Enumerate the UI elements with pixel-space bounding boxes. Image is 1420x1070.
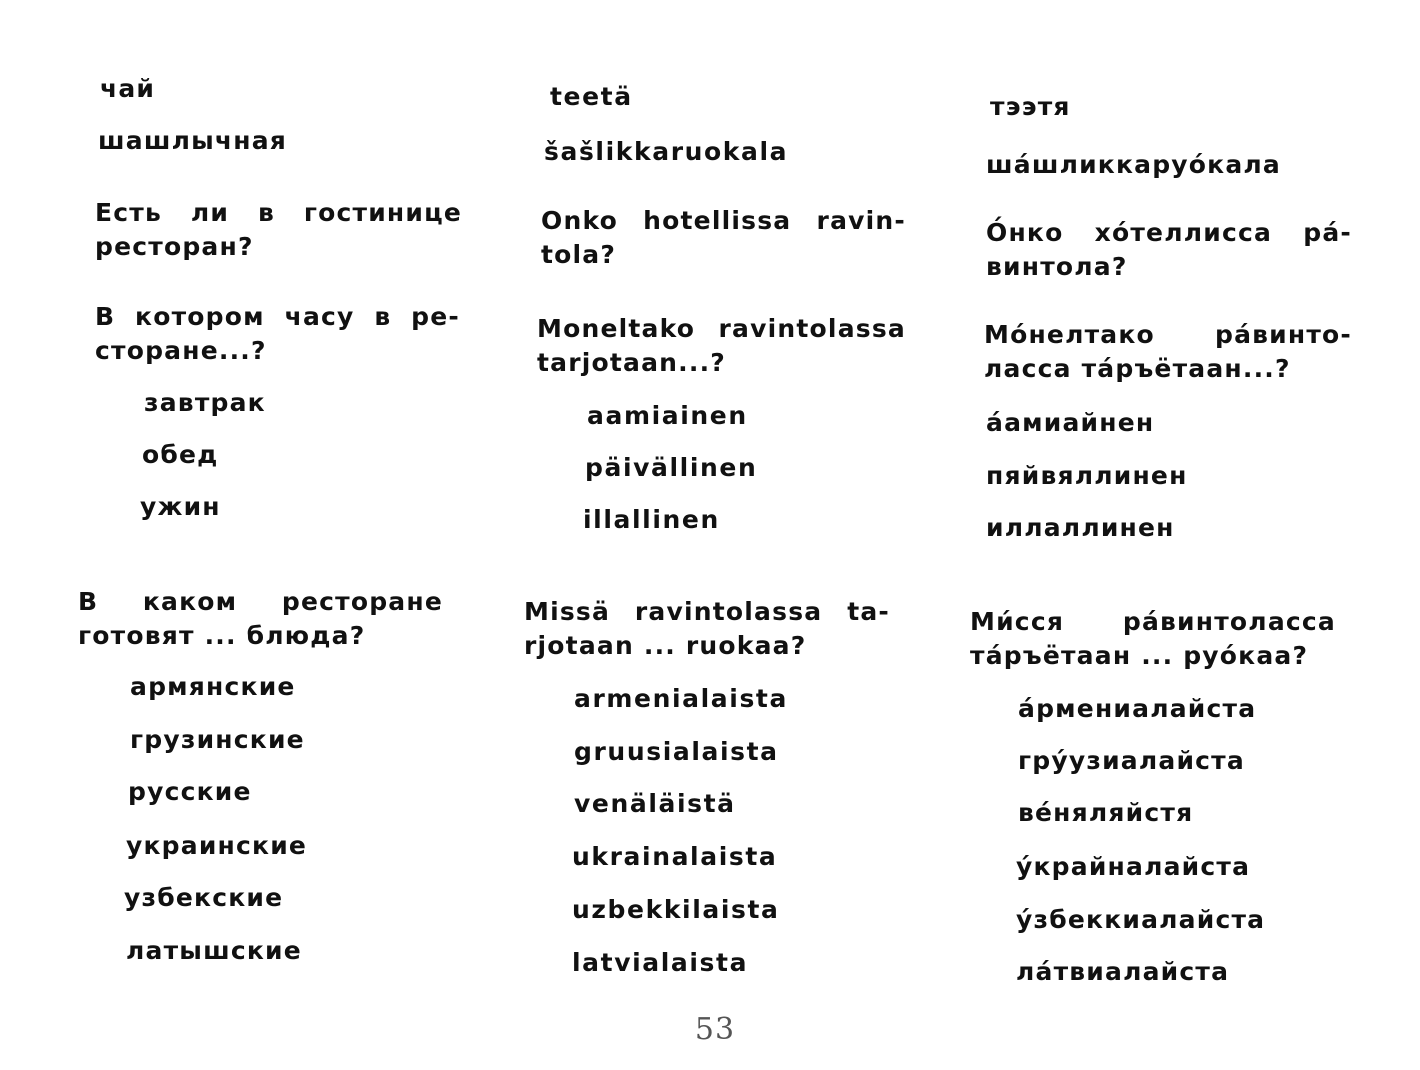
fi-question-hour-line1: Moneltako ravintolassa — [537, 314, 906, 343]
tr-question-hour-line2: ласса та́ръётаан...? — [984, 354, 1291, 383]
tr-tea: тээтя — [990, 92, 1071, 121]
fi-question-hour — [537, 312, 906, 380]
ru-question-hour-line2: сторане...? — [95, 336, 267, 365]
tr-cuisine-item: ве́няляйстя — [1018, 798, 1194, 827]
fi-cuisine-item: ukrainalaista — [572, 842, 778, 871]
tr-shashlik: ша́шликкаруо́кала — [986, 150, 1281, 179]
tr-question-restaurant — [986, 216, 1352, 284]
fi-question-restaurant-line1: Onko hotellissa ravin- — [541, 206, 906, 235]
ru-question-which — [78, 585, 443, 653]
ru-question-which-line2: готовят ... блюда? — [78, 621, 366, 650]
fi-lunch: päivällinen — [585, 453, 758, 482]
ru-cuisine-item: армянские — [130, 672, 296, 701]
tr-cuisine-item: а́рмениалайста — [1018, 694, 1257, 723]
fi-question-which-line1: Missä ravintolassa ta- — [524, 597, 890, 626]
tr-lunch: пяйвяллинен — [986, 461, 1188, 490]
tr-question-hour-line1: Мо́нелтако ра́винто- — [984, 320, 1352, 349]
fi-dinner: illallinen — [583, 505, 720, 534]
tr-cuisine-item: у́крайналайста — [1016, 852, 1251, 881]
tr-cuisine-item: ла́твиалайста — [1016, 957, 1230, 986]
tr-question-hour — [984, 318, 1352, 386]
tr-cuisine-item: у́збеккиалайста — [1016, 905, 1266, 934]
ru-lunch: обед — [142, 440, 219, 469]
fi-shashlik: šašlikkaruokala — [544, 137, 789, 166]
tr-breakfast: а́амиайнен — [986, 408, 1155, 437]
ru-question-hour — [95, 300, 460, 368]
ru-cuisine-item: русские — [128, 777, 252, 806]
ru-question-restaurant-line1: Есть ли в гостинице — [95, 198, 462, 227]
fi-question-restaurant — [541, 204, 906, 272]
fi-cuisine-item: uzbekkilaista — [572, 895, 780, 924]
tr-question-restaurant-line1: О́нко хо́теллисса ра́- — [986, 218, 1352, 247]
fi-question-which — [524, 595, 890, 663]
tr-question-which — [970, 605, 1336, 673]
tr-question-which-line2: та́ръётаан ... руо́каа? — [970, 641, 1309, 670]
ru-question-restaurant — [95, 196, 462, 264]
ru-shashlik: шашлычная — [98, 126, 288, 155]
tr-question-which-line1: Ми́сся ра́винтоласса — [970, 607, 1336, 636]
fi-cuisine-item: latvialaista — [572, 948, 749, 977]
ru-breakfast: завтрак — [144, 388, 266, 417]
fi-cuisine-item: armenialaista — [574, 684, 788, 713]
ru-question-hour-line1: В котором часу в ре- — [95, 302, 460, 331]
ru-tea: чай — [100, 74, 156, 103]
fi-cuisine-item: gruusialaista — [574, 737, 779, 766]
fi-cuisine-item: venäläistä — [574, 789, 736, 818]
tr-cuisine-item: гру́узиалайста — [1018, 746, 1245, 775]
ru-cuisine-item: латышские — [126, 936, 302, 965]
fi-breakfast: aamiainen — [587, 401, 748, 430]
fi-question-hour-line2: tarjotaan...? — [537, 348, 726, 377]
ru-question-restaurant-line2: ресторан? — [95, 232, 254, 261]
tr-question-restaurant-line2: винтола? — [986, 252, 1128, 281]
fi-question-restaurant-line2: tola? — [541, 240, 617, 269]
ru-cuisine-item: грузинские — [130, 725, 305, 754]
ru-cuisine-item: узбекские — [124, 883, 284, 912]
tr-dinner: иллаллинен — [986, 513, 1175, 542]
ru-cuisine-item: украинские — [126, 831, 308, 860]
ru-question-which-line1: В каком ресторане — [78, 587, 443, 616]
fi-question-which-line2: rjotaan ... ruokaa? — [524, 631, 807, 660]
fi-tea: teetä — [550, 82, 633, 111]
page-number: 53 — [694, 1012, 736, 1047]
ru-dinner: ужин — [140, 492, 221, 521]
